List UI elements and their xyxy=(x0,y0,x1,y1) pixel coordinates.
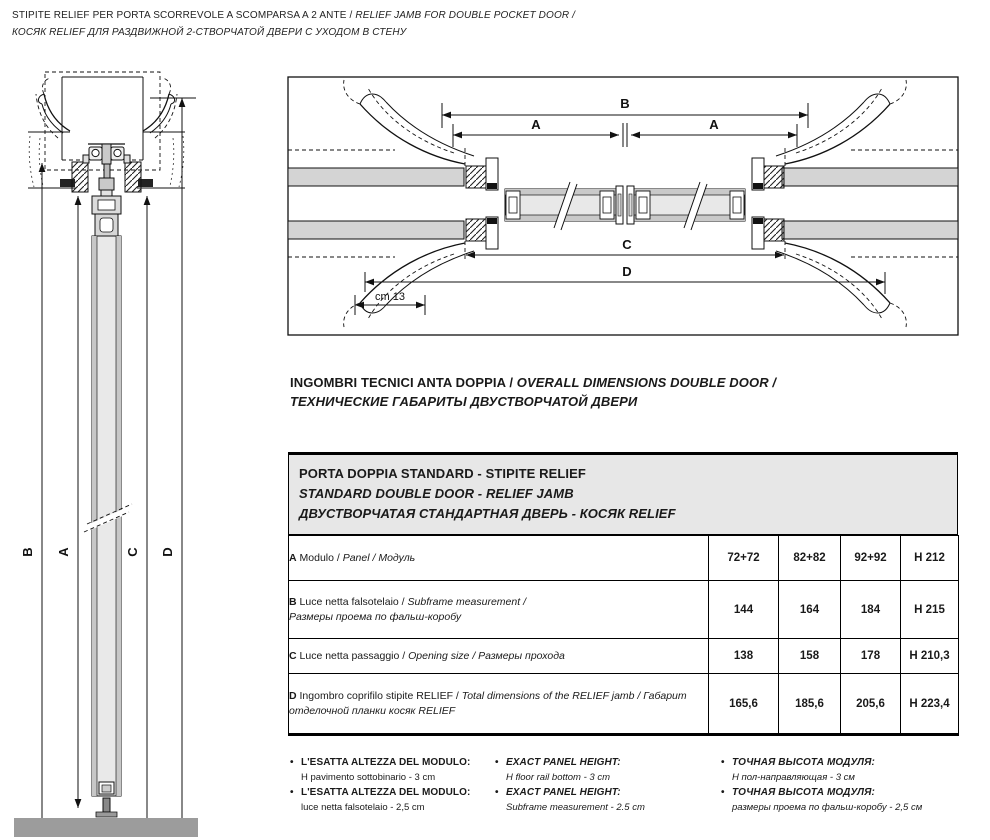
note-sub: luce netta falsotelaio - 2,5 cm xyxy=(301,802,425,813)
row-a-label: A Modulo / Panel / Модуль xyxy=(289,536,709,581)
plan-section-drawing xyxy=(278,60,978,350)
dimension-label-b-section: B xyxy=(20,547,35,557)
row-d-label: D Ingombro coprifilo stipite RELIEF / Total dimensions of the RELIEF jamb / Габарит отделочной планки косяк RELIEF xyxy=(289,674,709,735)
row-letter: A xyxy=(289,551,297,564)
value-cell: 158 xyxy=(779,639,841,674)
section-heading-it: INGOMBRI TECNICI ANTA DOPPIA / xyxy=(290,375,517,390)
door-panel-section xyxy=(84,236,132,796)
footnote-column-it xyxy=(290,755,492,815)
roller-carriage xyxy=(83,144,130,164)
vertical-section-drawing xyxy=(0,60,270,840)
value-cell-height: H 212 xyxy=(901,536,959,581)
value-cell: 138 xyxy=(709,639,779,674)
table-row-c xyxy=(289,639,959,674)
dimension-label-d-section: D xyxy=(160,547,175,557)
table-title xyxy=(288,452,958,535)
bullet-icon: • xyxy=(290,757,294,768)
dimension-label-c-plan: C xyxy=(622,237,632,252)
row-letter: D xyxy=(289,689,297,702)
dimension-label-a-right: A xyxy=(709,117,719,132)
note-title: • EXACT PANEL HEIGHT: xyxy=(495,787,621,798)
footnotes xyxy=(0,755,990,835)
row-letter: C xyxy=(289,649,297,662)
note-sub: H floor rail bottom - 3 cm xyxy=(506,772,610,783)
doc-header-line2-ru: КОСЯК RELIEF ДЛЯ РАЗДВИЖНОЙ 2-СТВОРЧАТОЙ ДВЕРИ С УХОДОМ В СТЕНУ xyxy=(12,27,407,38)
spec-table-block xyxy=(288,452,958,736)
section-heading-en: OVERALL DIMENSIONS DOUBLE DOOR / xyxy=(516,375,777,390)
note-title: • L'ESATTA ALTEZZA DEL MODULO: xyxy=(290,757,471,768)
value-cell: 144 xyxy=(709,581,779,639)
footnote-column-ru xyxy=(721,755,979,815)
value-cell: 82+82 xyxy=(779,536,841,581)
value-cell: 178 xyxy=(841,639,901,674)
dimension-label-b-plan: B xyxy=(620,96,630,111)
table-title-en: STANDARD DOUBLE DOOR - RELIEF JAMB xyxy=(299,486,574,501)
row-b-label: B Luce netta falsotelaio / Subframe measurement / Размеры проема по фальш-коробу xyxy=(289,581,709,639)
doc-header xyxy=(12,7,575,41)
value-cell: 184 xyxy=(841,581,901,639)
note-sub: H pavimento sottobinario - 3 cm xyxy=(301,772,436,783)
note-sub: размеры проема по фальш-коробу - 2,5 см xyxy=(732,802,923,813)
value-cell-height: H 210,3 xyxy=(901,639,959,674)
value-cell: 164 xyxy=(779,581,841,639)
table-row-a xyxy=(289,536,959,581)
note-sub: Н пол-направляющая - 3 см xyxy=(732,772,855,783)
spec-table xyxy=(288,535,959,736)
dimension-label-c-section: C xyxy=(125,547,140,557)
note-title: • L'ESATTA ALTEZZA DEL MODULO: xyxy=(290,787,471,798)
bullet-icon: • xyxy=(721,787,725,798)
table-row-b xyxy=(289,581,959,639)
dimension-label-a-left: A xyxy=(531,117,541,132)
note-sub: Subframe measurement - 2.5 cm xyxy=(506,802,645,813)
footnote-column-en xyxy=(495,755,717,815)
section-heading xyxy=(290,373,776,411)
doc-header-line1-it: STIPITE RELIEF PER PORTA SCORREVOLE A SCOMPARSA A 2 ANTE / xyxy=(12,10,356,21)
bullet-icon: • xyxy=(495,757,499,768)
door-hanger xyxy=(92,164,121,236)
row-c-label: C Luce netta passaggio / Opening size / Размеры прохода xyxy=(289,639,709,674)
doc-header-line1-en: RELIEF JAMB FOR DOUBLE POCKET DOOR / xyxy=(355,10,576,21)
section-heading-ru: ТЕХНИЧЕСКИЕ ГАБАРИТЫ ДВУСТВОРЧАТОЙ ДВЕРИ xyxy=(290,394,638,409)
value-cell: 72+72 xyxy=(709,536,779,581)
dimension-label-cm13: cm 13 xyxy=(375,291,405,303)
value-cell: 165,6 xyxy=(709,674,779,735)
note-title: • ТОЧНАЯ ВЫСОТА МОДУЛЯ: xyxy=(721,787,875,798)
doc-header-line1 xyxy=(12,7,575,24)
table-title-it: PORTA DOPPIA STANDARD - STIPITE RELIEF xyxy=(299,466,586,481)
bullet-icon: • xyxy=(495,787,499,798)
note-title: • EXACT PANEL HEIGHT: xyxy=(495,757,621,768)
value-cell: 205,6 xyxy=(841,674,901,735)
row-letter: B xyxy=(289,595,297,608)
value-cell-height: H 223,4 xyxy=(901,674,959,735)
note-title: • ТОЧНАЯ ВЫСОТА МОДУЛЯ: xyxy=(721,757,875,768)
bullet-icon: • xyxy=(290,787,294,798)
table-title-ru: ДВУСТВОРЧАТАЯ СТАНДАРТНАЯ ДВЕРЬ - КОСЯК RELIEF xyxy=(299,506,676,521)
section-heading-line1 xyxy=(290,373,776,392)
value-cell-height: H 215 xyxy=(901,581,959,639)
value-cell: 185,6 xyxy=(779,674,841,735)
table-row-d xyxy=(289,674,959,735)
value-cell: 92+92 xyxy=(841,536,901,581)
dimension-label-d-plan: D xyxy=(622,264,632,279)
dimension-label-a-section: A xyxy=(56,547,71,557)
bullet-icon: • xyxy=(721,757,725,768)
